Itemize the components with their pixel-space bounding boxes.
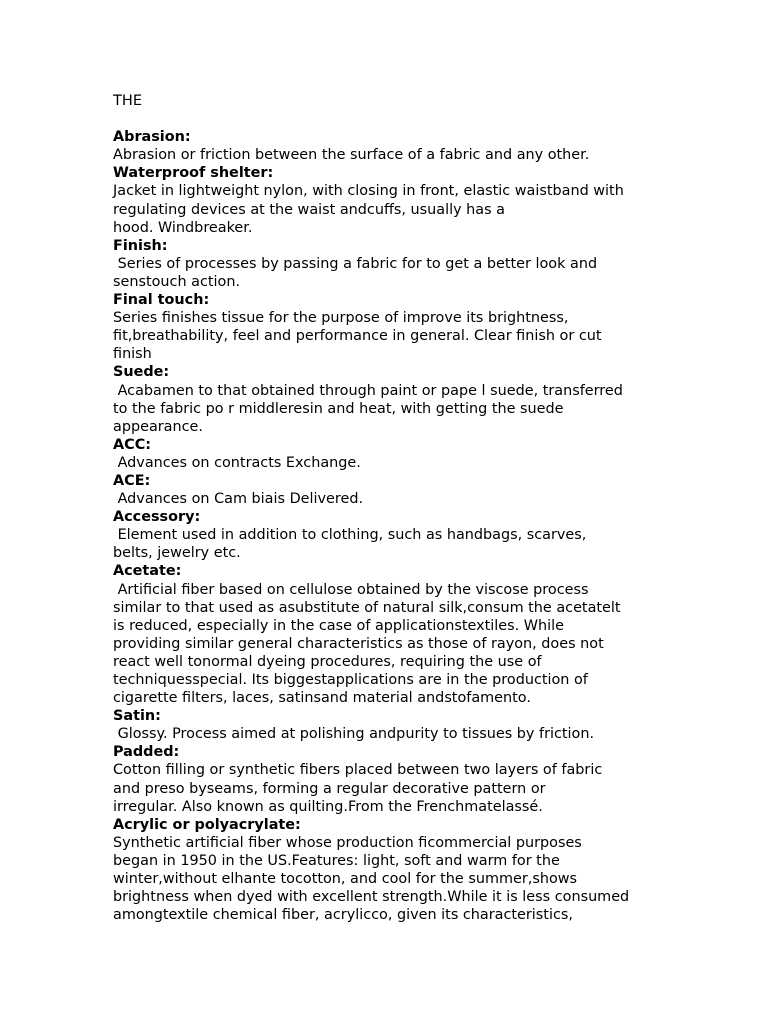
glossary-entry	[113, 291, 658, 363]
glossary-term: ACC:	[113, 436, 152, 453]
document-page	[113, 92, 658, 924]
glossary-entry	[113, 164, 658, 236]
glossary-term: ACE:	[113, 472, 151, 489]
definition-line: belts, jewelry etc.	[113, 545, 241, 562]
definition-line: began in 1950 in the US.Features: light, soft and warm for the	[113, 852, 560, 869]
definition-line: Glossy. Process aimed at polishing andpurity to tissues by friction.	[113, 726, 595, 743]
definition-line: Advances on Cam biais Delivered.	[113, 491, 364, 508]
definition-line: similar to that used as asubstitute of natural silk,consum the acetatelt	[113, 599, 621, 616]
glossary-term: Waterproof shelter:	[113, 165, 274, 182]
definition-line: to the fabric po r middleresin and heat, with getting the suede	[113, 400, 564, 417]
definition-line: react well tonormal dyeing procedures, requiring the use of	[113, 653, 542, 670]
glossary-term: Abrasion:	[113, 129, 191, 146]
glossary-term: Final touch:	[113, 292, 210, 309]
glossary-entry	[113, 363, 658, 435]
glossary-term: Acetate:	[113, 563, 182, 580]
glossary-entry	[113, 472, 658, 508]
definition-line: Artificial fiber based on cellulose obtained by the viscose process	[113, 581, 589, 598]
definition-line: Series finishes tissue for the purpose of improve its brightness,	[113, 310, 569, 327]
glossary-term: Suede:	[113, 364, 170, 381]
definition-line: amongtextile chemical fiber, acrylicco, given its characteristics,	[113, 907, 573, 924]
glossary-entry	[113, 816, 658, 925]
definition-line: irregular. Also known as quilting.From the Frenchmatelassé.	[113, 798, 543, 815]
glossary-term: Padded:	[113, 744, 180, 761]
glossary-term: Satin:	[113, 708, 161, 725]
definition-line: winter,without elhante tocotton, and cool for the summer,shows	[113, 871, 578, 888]
definition-line: Abrasion or friction between the surface of a fabric and any other.	[113, 147, 590, 164]
definition-line: Cotton filling or synthetic fibers placed between two layers of fabric	[113, 762, 603, 779]
glossary-entry	[113, 562, 658, 707]
glossary-entry	[113, 743, 658, 815]
glossary-term: Finish:	[113, 237, 168, 254]
definition-line: senstouch action.	[113, 273, 241, 290]
definition-line: finish	[113, 346, 152, 363]
definition-line: brightness when dyed with excellent strength.While it is less consumed	[113, 889, 630, 906]
definition-line: providing similar general characteristics as those of rayon, does not	[113, 635, 604, 652]
definition-line: is reduced, especially in the case of applicationstextiles. While	[113, 617, 564, 634]
definition-line: Advances on contracts Exchange.	[113, 454, 361, 471]
definition-line: Acabamen to that obtained through paint or pape l suede, transferred	[113, 382, 623, 399]
definition-line: Series of processes by passing a fabric for to get a better look and	[113, 255, 598, 272]
definition-line: techniquesspecial. Its biggestapplications are in the production of	[113, 672, 588, 688]
definition-line: appearance.	[113, 418, 203, 435]
glossary-entries	[113, 128, 658, 924]
definition-line: Element used in addition to clothing, such as handbags, scarves,	[113, 527, 587, 544]
glossary-entry	[113, 128, 658, 164]
glossary-term: Accessory:	[113, 509, 201, 526]
definition-line: hood. Windbreaker.	[113, 219, 253, 236]
glossary-entry	[113, 237, 658, 291]
definition-line: Jacket in lightweight nylon, with closing in front, elastic waistband with	[113, 183, 624, 200]
definition-line: fit,breathability, feel and performance in general. Clear finish or cut	[113, 328, 602, 345]
definition-line: Synthetic artificial fiber whose production ficommercial purposes	[113, 834, 582, 851]
glossary-entry	[113, 707, 658, 743]
glossary-entry	[113, 436, 658, 472]
glossary-term: Acrylic or polyacrylate:	[113, 816, 301, 833]
definition-line: regulating devices at the waist andcuffs, usually has a	[113, 201, 506, 218]
document-title: THE	[113, 92, 143, 109]
glossary-entry	[113, 508, 658, 562]
definition-line: and preso byseams, forming a regular decorative pattern or	[113, 780, 546, 797]
definition-line: cigarette filters, laces, satinsand material andstofamento.	[113, 690, 531, 707]
